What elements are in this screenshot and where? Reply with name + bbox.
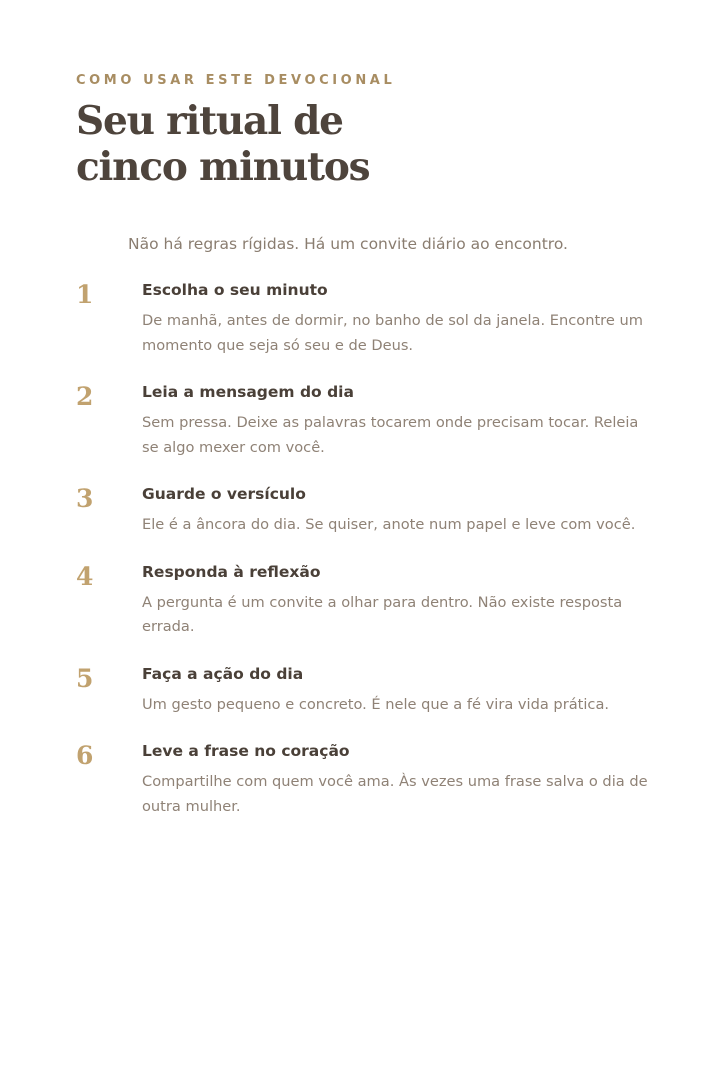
section-eyebrow: COMO USAR ESTE DEVOCIONAL — [76, 73, 396, 88]
step-description: Ele é a âncora do dia. Se quiser, anote num papel e leve com você. — [142, 516, 636, 533]
step-item — [76, 560, 656, 640]
step-title: Faça a ação do dia — [142, 664, 304, 683]
step-number: 3 — [76, 484, 94, 513]
step-item — [76, 380, 656, 460]
steps-list — [76, 278, 656, 841]
step-item — [76, 278, 656, 358]
intro-text: Não há regras rígidas. Há um convite diário ao encontro. — [128, 234, 568, 253]
step-title: Leia a mensagem do dia — [142, 383, 354, 401]
step-title: Responda à reflexão — [142, 562, 321, 581]
step-item — [76, 739, 656, 819]
step-description: De manhã, antes de dormir, no banho de sol da janela. Encontre um momento que seja só seu e de Deus. — [142, 312, 643, 354]
step-description: Sem pressa. Deixe as palavras tocarem onde precisam tocar. Releia se algo mexer com você. — [142, 414, 639, 456]
step-title: Guarde o versículo — [142, 485, 306, 503]
step-item — [76, 662, 656, 718]
page-title-line-2: cinco minutos — [76, 144, 370, 190]
step-number: 5 — [76, 663, 94, 693]
step-number: 4 — [76, 561, 94, 591]
step-description: Compartilhe com quem você ama. Às vezes uma frase salva o dia de outra mulher. — [142, 773, 648, 815]
step-title: Leve a frase no coração — [142, 742, 350, 760]
step-title: Escolha o seu minuto — [142, 281, 328, 299]
step-description: Um gesto pequeno e concreto. É nele que a fé vira vida prática. — [142, 695, 610, 713]
step-description: A pergunta é um convite a olhar para dentro. Não existe resposta errada. — [142, 593, 623, 635]
step-number: 2 — [76, 382, 94, 411]
page-title-line-1: Seu ritual de — [76, 98, 343, 144]
step-number: 1 — [76, 280, 94, 309]
page-title — [76, 98, 496, 190]
step-number: 6 — [76, 741, 94, 770]
step-item — [76, 482, 656, 538]
